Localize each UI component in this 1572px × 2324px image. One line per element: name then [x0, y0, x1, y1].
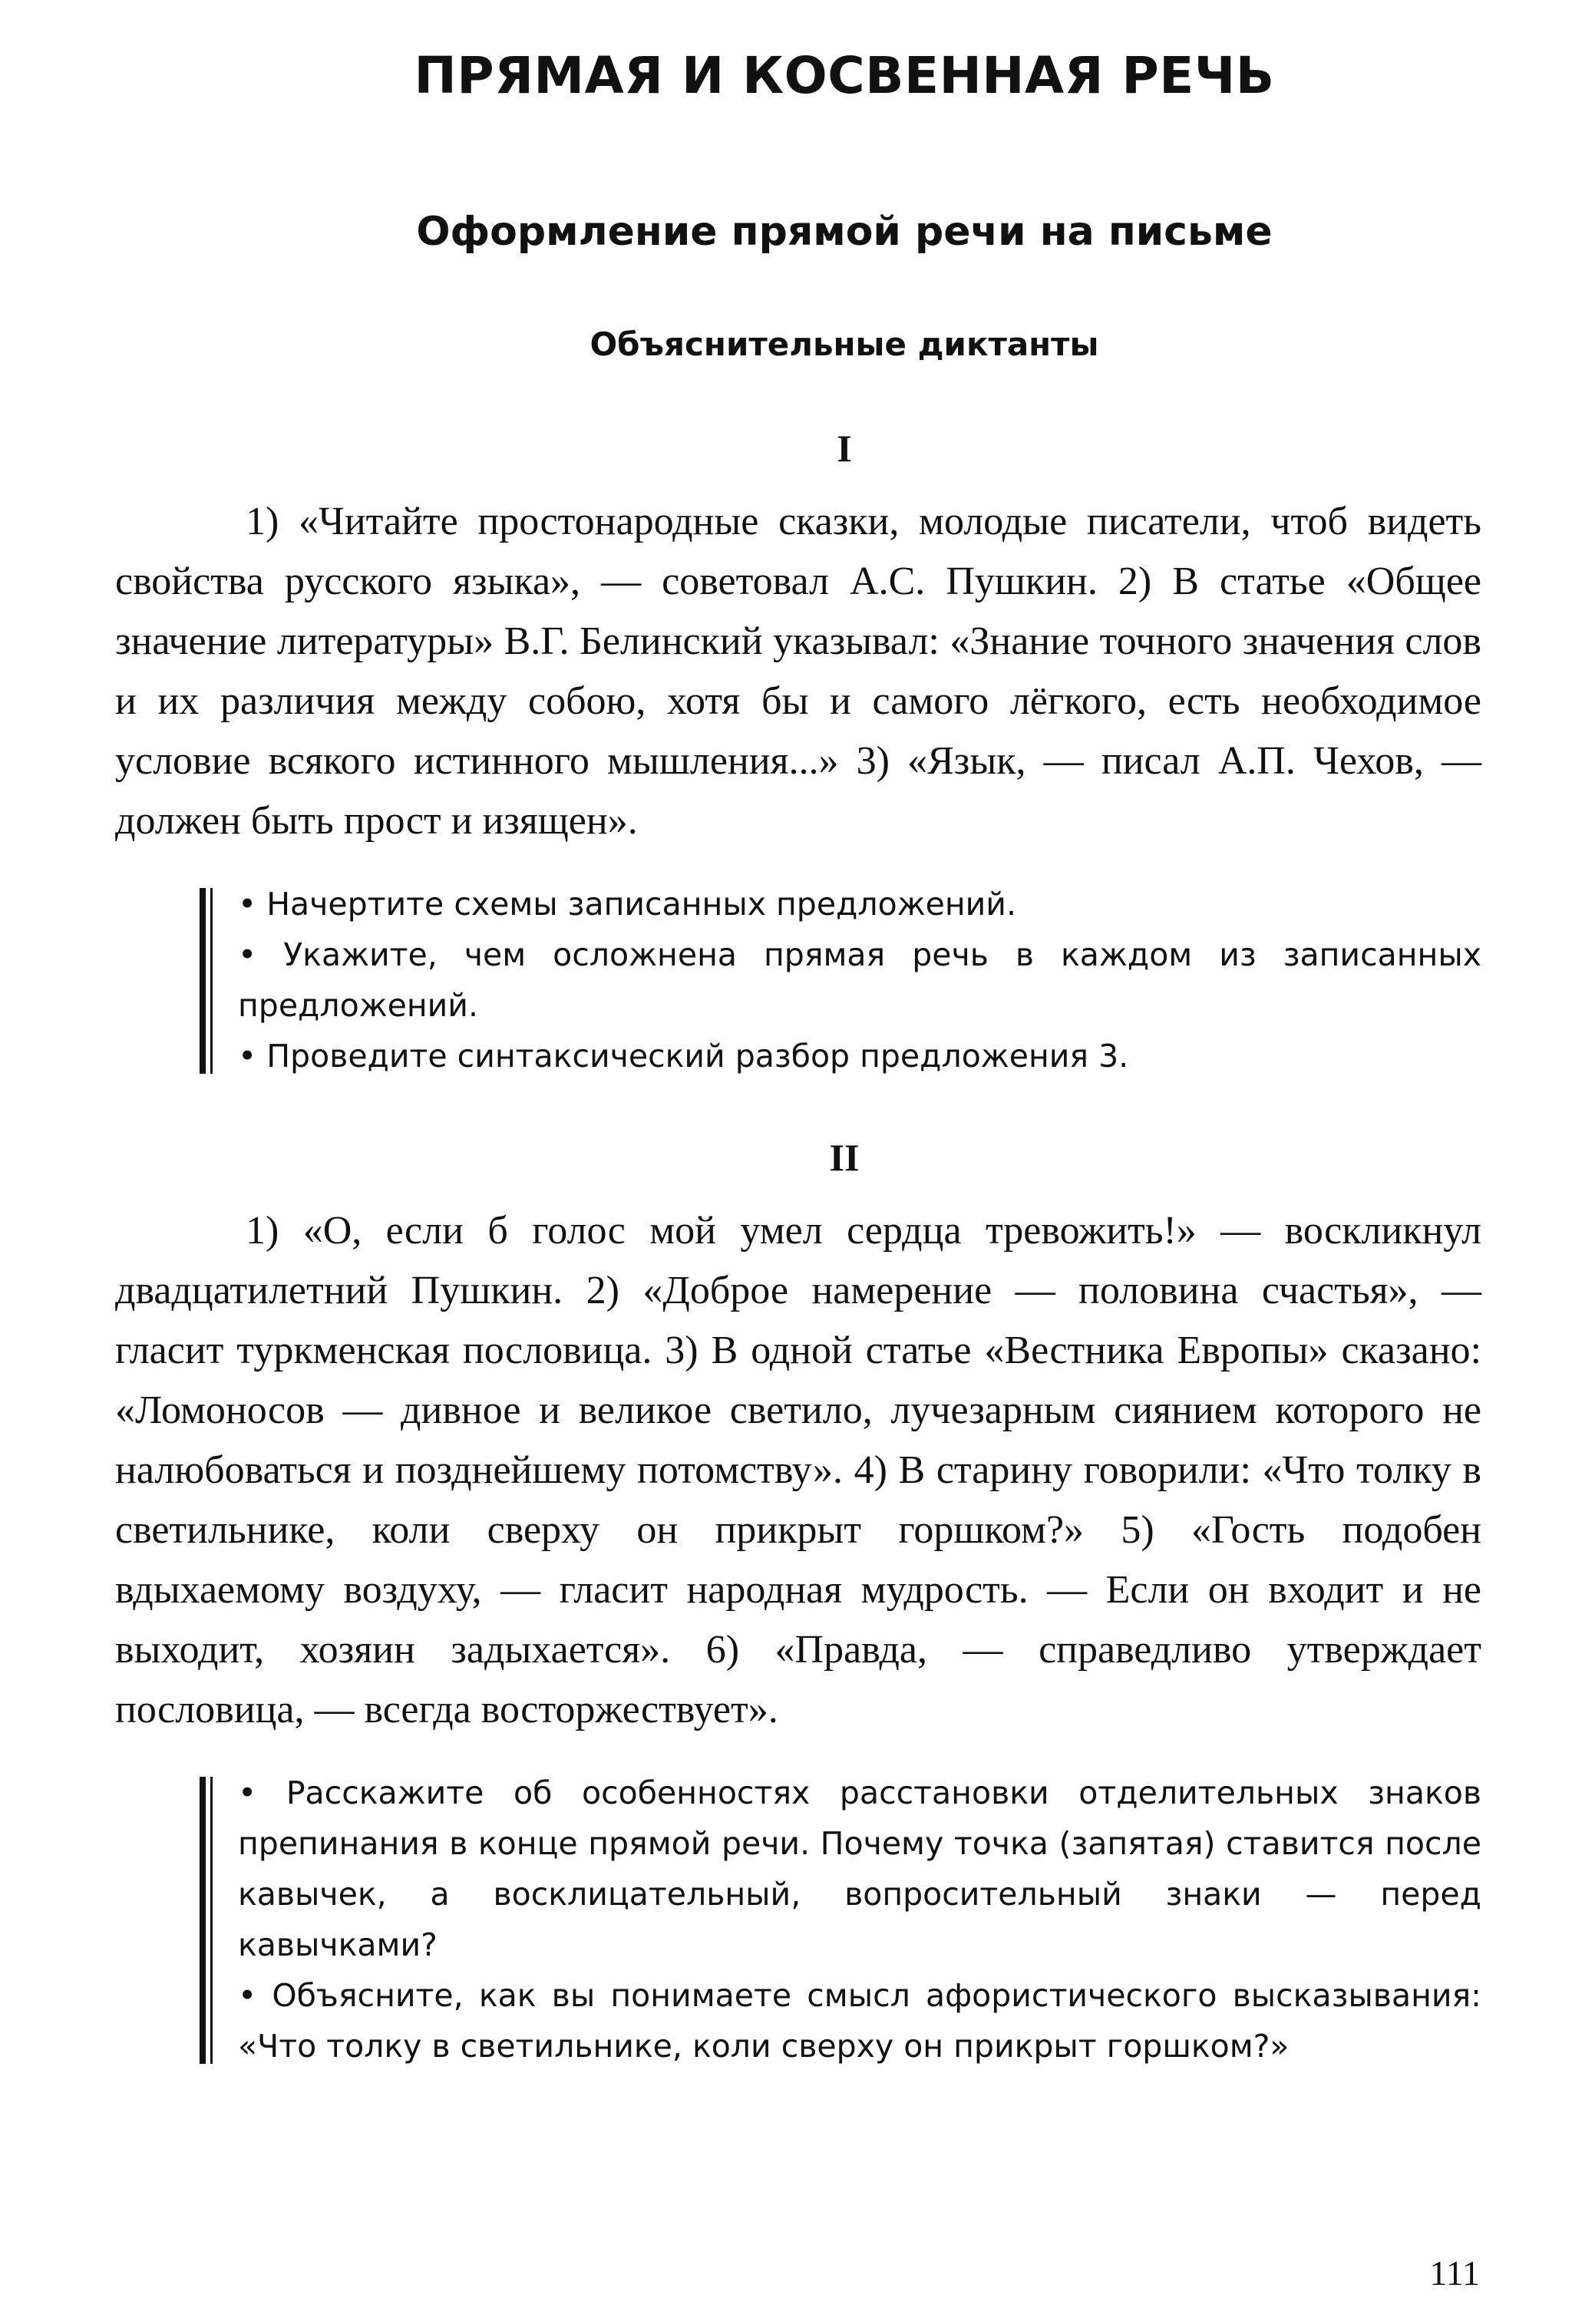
exercise-numeral-1: I [837, 427, 852, 470]
task-item: • Укажите, чем осложнена прямая речь в каждом из записанных предложений. [238, 936, 1481, 1024]
page-number: 111 [1429, 2253, 1480, 2293]
exercise-numeral-2: II [829, 1136, 860, 1179]
book-page [115, 46, 1481, 2071]
task-box-1 [200, 879, 1481, 1081]
task-item: • Объясните, как вы понимаете смысл афористического высказывания: «Что толку в светильнике, коли сверху он прикрыт горшком?» [238, 1977, 1481, 2065]
page-title: ПРЯМАЯ И КОСВЕННАЯ РЕЧЬ [414, 46, 1275, 105]
page-subtitle: Оформление прямой речи на письме [416, 209, 1273, 255]
task-item: • Расскажите об особенностях расстановки отделительных знаков препинания в конце прямой речи. Почему точка (запятая) ставится после кавычек, а восклицательный, вопросительный знаки — перед кавычками? [238, 1774, 1481, 1963]
exercise-text-2: 1) «О, если б голос мой умел сердца тревожить!» — воскликнул двадцатилетний Пушкин. 2) «Доброе намерение — половина счастья», — гласит туркменская пословица. 3) В одной статье «Вестника Европы» сказано: «Ломоносов — дивное и великое светило, лучезарным сиянием которого не налюбоваться и позднейшему потомству». 4) В старину говорили: «Что толку в светильнике, коли сверху он прикрыт горшком?» 5) «Гость подобен вдыхаемому воздуху, — гласит народная мудрость. — Если он входит и не выходит, хозяин задыхается». 6) «Правда, — справедливо утверждает пословица, — всегда восторжествует». [115, 1209, 1481, 1731]
task-item: • Начертите схемы записанных предложений. [238, 886, 1016, 923]
section-heading: Объяснительные диктанты [590, 325, 1099, 363]
task-box-2 [200, 1768, 1481, 2071]
exercise-text-1: 1) «Читайте простонародные сказки, молодые писатели, чтоб видеть свойства русского языка», — советовал А.С. Пушкин. 2) В статье «Общее значение литературы» В.Г. Белинский указывал: «Знание точного значения слов и их различия между собою, хотя бы и самого лёгкого, есть необходимое условие всякого истинного мышления...» 3) «Язык, — писал А.П. Чехов, — должен быть прост и изящен». [115, 500, 1481, 843]
task-item: • Проведите синтаксический разбор предложения 3. [238, 1038, 1129, 1075]
